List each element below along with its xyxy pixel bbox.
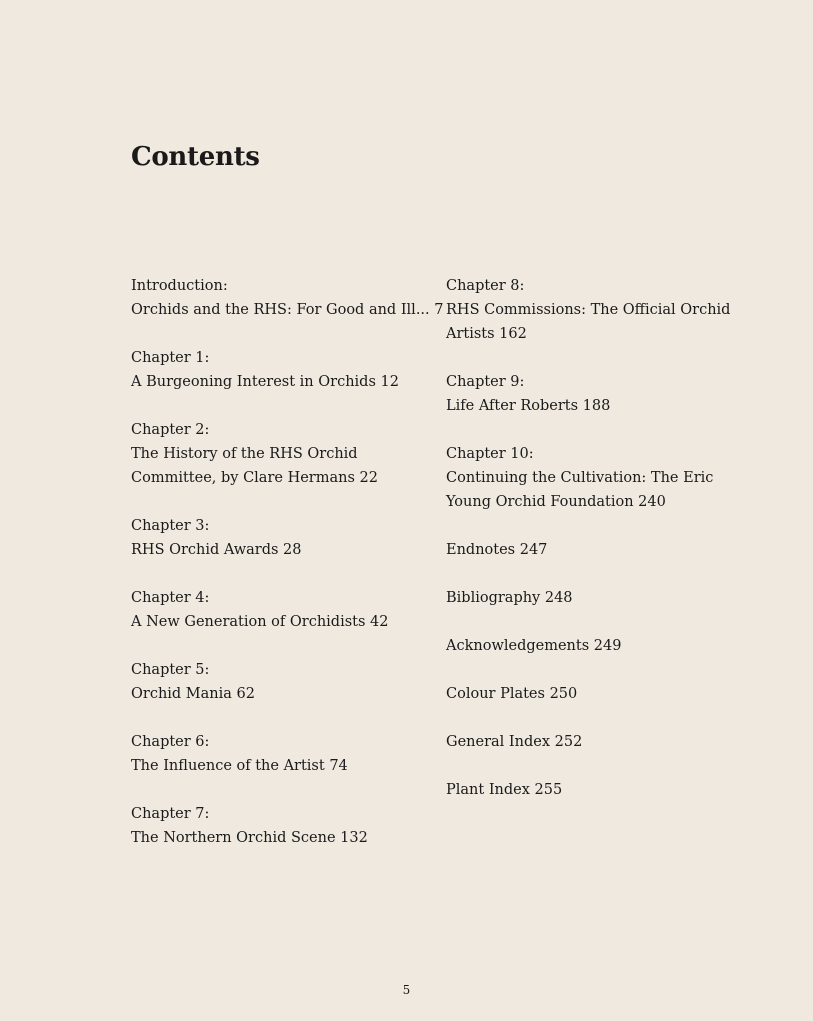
toc-entry-title: The Influence of the Artist 74 bbox=[131, 758, 348, 774]
toc-entry-title: Colour Plates 250 bbox=[446, 686, 578, 702]
page-title: Contents bbox=[131, 142, 260, 172]
toc-entry-heading: Chapter 1: bbox=[131, 350, 210, 366]
toc-entry-title: RHS Orchid Awards 28 bbox=[131, 542, 302, 558]
toc-entry-heading: Chapter 6: bbox=[131, 734, 210, 750]
toc-entry-chapter-7 bbox=[131, 802, 431, 850]
toc-entry-chapter-6 bbox=[131, 730, 431, 778]
toc-entry-chapter-1 bbox=[131, 346, 431, 394]
toc-entry-title: The History of the RHS Orchid bbox=[131, 446, 358, 462]
page-number: 5 bbox=[402, 983, 411, 997]
toc-entry-title: Plant Index 255 bbox=[446, 782, 563, 798]
toc-entry-colour-plates bbox=[446, 682, 746, 706]
toc-entry-title: Life After Roberts 188 bbox=[446, 398, 611, 414]
toc-entry-acknowledgements bbox=[446, 634, 746, 658]
toc-entry-heading: Introduction: bbox=[131, 278, 228, 294]
toc-entry-title: Committee, by Clare Hermans 22 bbox=[131, 470, 378, 486]
toc-entry-plant-index bbox=[446, 778, 746, 802]
toc-entry-heading: Chapter 4: bbox=[131, 590, 210, 606]
toc-entry-chapter-3 bbox=[131, 514, 431, 562]
toc-entry-endnotes bbox=[446, 538, 746, 562]
toc-entry-heading: Chapter 9: bbox=[446, 374, 525, 390]
toc-entry-chapter-4 bbox=[131, 586, 431, 634]
toc-entry-title: Young Orchid Foundation 240 bbox=[446, 494, 666, 510]
toc-entry-heading: Chapter 10: bbox=[446, 446, 534, 462]
contents-right-column bbox=[446, 274, 746, 826]
toc-entry-heading: Chapter 8: bbox=[446, 278, 525, 294]
toc-entry-introduction bbox=[131, 274, 444, 322]
toc-entry-chapter-5 bbox=[131, 658, 431, 706]
toc-entry-title: Artists 162 bbox=[446, 326, 527, 342]
toc-entry-heading: Chapter 3: bbox=[131, 518, 210, 534]
toc-entry-heading: Chapter 7: bbox=[131, 806, 210, 822]
contents-left-column bbox=[131, 274, 444, 874]
toc-entry-chapter-2 bbox=[131, 418, 431, 490]
toc-entry-title: Endnotes 247 bbox=[446, 542, 548, 558]
toc-entry-title: A Burgeoning Interest in Orchids 12 bbox=[131, 374, 399, 390]
toc-entry-heading: Chapter 2: bbox=[131, 422, 210, 438]
toc-entry-title: RHS Commissions: The Official Orchid bbox=[446, 302, 731, 318]
toc-entry-title: Acknowledgements 249 bbox=[446, 638, 622, 654]
toc-entry-heading: Chapter 5: bbox=[131, 662, 210, 678]
toc-entry-general-index bbox=[446, 730, 746, 754]
toc-entry-bibliography bbox=[446, 586, 746, 610]
toc-entry-title: General Index 252 bbox=[446, 734, 583, 750]
toc-entry-title: A New Generation of Orchidists 42 bbox=[131, 614, 389, 630]
toc-entry-title: Orchid Mania 62 bbox=[131, 686, 255, 702]
toc-entry-title: Orchids and the RHS: For Good and Ill... 7 bbox=[131, 302, 444, 318]
toc-entry-title: Bibliography 248 bbox=[446, 590, 573, 606]
toc-entry-chapter-10 bbox=[446, 442, 746, 514]
toc-entry-chapter-8 bbox=[446, 274, 746, 346]
toc-entry-title: Continuing the Cultivation: The Eric bbox=[446, 470, 714, 486]
toc-entry-title: The Northern Orchid Scene 132 bbox=[131, 830, 368, 846]
toc-entry-chapter-9 bbox=[446, 370, 746, 418]
